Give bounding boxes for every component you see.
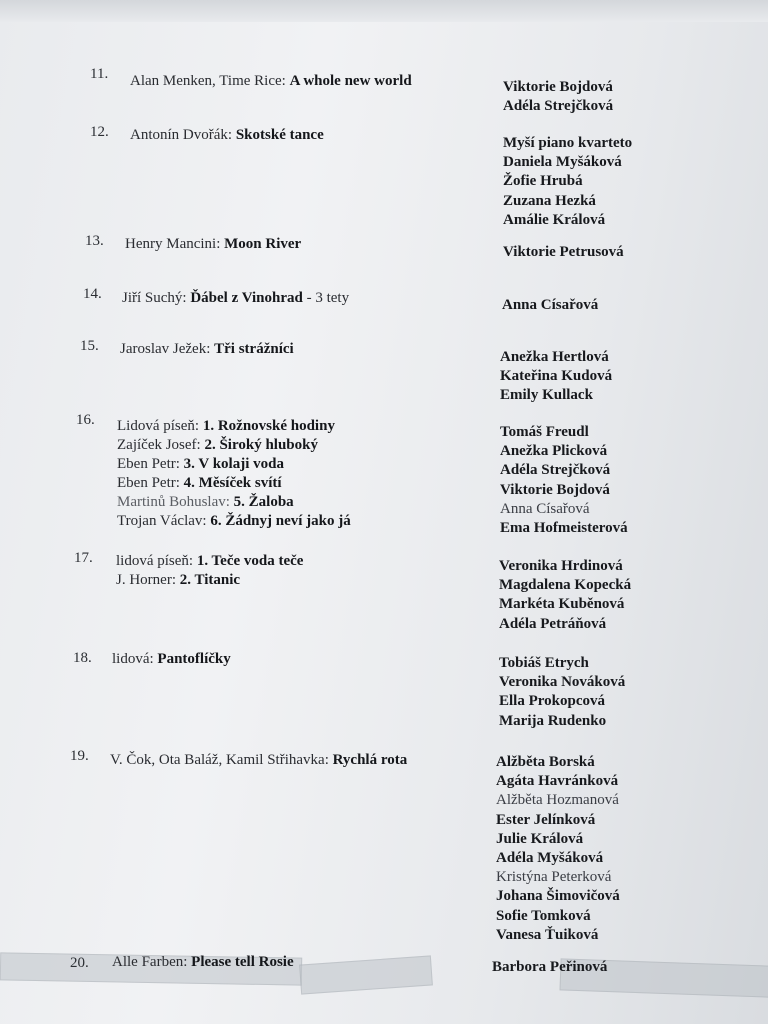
- performer-name: Ester Jelínková: [496, 811, 596, 828]
- piece-title: A whole new world: [289, 73, 412, 89]
- performer-list: [500, 423, 628, 538]
- piece-title: 5. Žaloba: [233, 494, 294, 510]
- performer-name: Veronika Hrdinová: [499, 558, 623, 574]
- performer-name: Viktorie Bojdová: [500, 481, 610, 498]
- piece-author: Henry Mancini:: [125, 236, 225, 252]
- performer-list: [503, 78, 613, 116]
- performer-name: Kateřina Kudová: [500, 368, 613, 385]
- piece-line: [117, 493, 351, 512]
- entry-number: 18.: [73, 650, 92, 666]
- piece-line: [110, 751, 407, 770]
- entry-number: 20.: [70, 955, 89, 971]
- piece-title: Moon River: [224, 236, 302, 252]
- entry-number: 13.: [85, 233, 104, 249]
- piece-list: [117, 417, 351, 531]
- entry-number: 14.: [83, 286, 102, 302]
- piece-title: Skotské tance: [235, 127, 324, 143]
- piece-line: [117, 436, 351, 455]
- tape-strip: [299, 955, 433, 994]
- piece-author: Jiří Suchý:: [122, 290, 191, 306]
- piece-line: [112, 650, 231, 669]
- performer-list: [503, 243, 624, 262]
- performer-name: Agáta Havránková: [496, 773, 619, 790]
- piece-title: Rychlá rota: [332, 752, 408, 768]
- performer-name: Sofie Tomková: [496, 907, 591, 924]
- piece-note: - 3 tety: [302, 290, 350, 306]
- piece-line: [116, 552, 303, 571]
- piece-line: [122, 289, 349, 308]
- piece-list: [125, 235, 301, 254]
- entry-number: 12.: [90, 124, 109, 140]
- piece-line: [125, 235, 301, 254]
- piece-list: [112, 953, 294, 972]
- piece-author: lidová píseň:: [116, 553, 197, 569]
- entry-number: 15.: [80, 338, 99, 354]
- piece-list: [112, 650, 231, 669]
- piece-line: [112, 953, 294, 972]
- piece-line: [117, 512, 351, 531]
- performer-list: [503, 134, 632, 230]
- piece-author: J. Horner:: [116, 572, 180, 588]
- performer-name: Ema Hofmeisterová: [500, 520, 628, 537]
- paper-fold: [0, 0, 768, 22]
- performer-name: Adéla Strejčková: [503, 98, 614, 115]
- performer-list: [492, 958, 607, 977]
- piece-author: Alan Menken, Time Rice:: [130, 73, 290, 89]
- performer-name: Emily Kullack: [500, 387, 593, 404]
- piece-line: [120, 340, 294, 359]
- performer-list: [502, 296, 598, 315]
- piece-title: 1. Rožnovské hodiny: [202, 418, 335, 434]
- entry-number: 11.: [90, 66, 109, 82]
- performer-name: Julie Králová: [496, 830, 584, 847]
- performer-name: Daniela Myšáková: [503, 154, 622, 171]
- performer-name: Barbora Peřinová: [492, 959, 608, 975]
- piece-author: Lidová píseň:: [117, 418, 203, 434]
- performer-name: Viktorie Bojdová: [503, 79, 613, 95]
- performer-name: Adéla Myšáková: [496, 850, 604, 867]
- performer-name: Viktorie Petrusová: [503, 244, 624, 260]
- piece-list: [110, 751, 407, 770]
- performer-name: Žofie Hrubá: [503, 173, 583, 190]
- piece-line: [117, 455, 351, 474]
- performer-name: Anežka Plicková: [500, 443, 608, 460]
- piece-title: 4. Měsíček svítí: [183, 475, 282, 491]
- piece-author: Alle Farben:: [112, 954, 192, 970]
- performer-name: Markéta Kuběnová: [499, 596, 625, 613]
- piece-list: [130, 72, 412, 91]
- piece-line: [117, 417, 351, 436]
- entry-number: 19.: [70, 748, 89, 764]
- piece-title: Ďábel z Vinohrad: [190, 290, 303, 306]
- piece-author: V. Čok, Ota Baláž, Kamil Střihavka:: [110, 752, 333, 768]
- piece-line: [116, 571, 303, 590]
- piece-title: Please tell Rosie: [191, 954, 294, 970]
- piece-author: lidová:: [112, 651, 158, 667]
- entry-number: 16.: [76, 412, 95, 428]
- piece-title: 2. Titanic: [179, 572, 241, 588]
- piece-list: [120, 340, 294, 359]
- piece-author: Eben Petr:: [117, 475, 184, 491]
- entry-number: 17.: [74, 550, 93, 566]
- performer-name: Anna Císařová: [502, 297, 599, 313]
- performer-name: Ella Prokopcová: [499, 693, 605, 710]
- piece-author: Jaroslav Ježek:: [120, 341, 215, 357]
- piece-author: Zajíček Josef:: [117, 437, 205, 453]
- performer-name: Zuzana Hezká: [503, 192, 596, 209]
- performer-name: Myší piano kvarteto: [503, 135, 633, 151]
- performer-list: [499, 654, 625, 731]
- piece-title: Tři strážníci: [214, 341, 294, 357]
- piece-line: [130, 72, 412, 91]
- performer-name: Adéla Strejčková: [500, 462, 611, 479]
- piece-author: Eben Petr:: [117, 456, 184, 472]
- performer-name: Kristýna Peterková: [496, 869, 612, 886]
- performer-name: Magdalena Kopecká: [499, 577, 632, 594]
- performer-name: Alžběta Borská: [496, 754, 595, 770]
- piece-title: Pantoflíčky: [157, 651, 231, 667]
- performer-name: Adéla Petráňová: [499, 615, 607, 632]
- piece-title: 3. V kolaji voda: [183, 456, 284, 472]
- performer-list: [500, 348, 612, 406]
- piece-list: [116, 552, 303, 590]
- piece-title: 6. Žádnyj neví jako já: [210, 513, 351, 529]
- piece-line: [130, 126, 324, 145]
- performer-name: Tobiáš Etrych: [499, 655, 589, 671]
- performer-name: Tomáš Freudl: [500, 424, 589, 440]
- performer-list: [499, 557, 631, 634]
- piece-author: Trojan Václav:: [117, 513, 211, 529]
- performer-name: Anna Císařová: [500, 500, 590, 517]
- performer-name: Vanesa Ťuiková: [496, 926, 599, 943]
- piece-author: Antonín Dvořák:: [130, 127, 236, 143]
- piece-list: [122, 289, 349, 308]
- performer-list: [496, 753, 620, 945]
- piece-line: [117, 474, 351, 493]
- performer-name: Marija Rudenko: [499, 712, 607, 729]
- piece-author: Martinů Bohuslav:: [117, 494, 234, 510]
- piece-title: 1. Teče voda teče: [196, 553, 304, 569]
- performer-name: Johana Šimovičová: [496, 888, 620, 905]
- piece-title: 2. Široký hluboký: [204, 437, 318, 453]
- performer-name: Anežka Hertlová: [500, 349, 609, 365]
- performer-name: Alžběta Hozmanová: [496, 792, 619, 809]
- performer-name: Amálie Králová: [503, 211, 606, 228]
- piece-list: [130, 126, 324, 145]
- performer-name: Veronika Nováková: [499, 674, 626, 691]
